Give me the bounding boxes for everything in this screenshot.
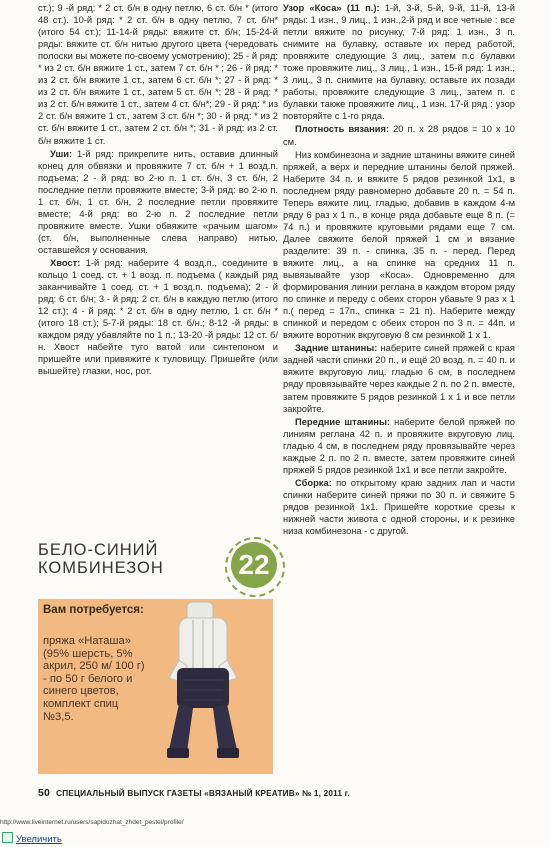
front-legs-paragraph [283,416,515,476]
left-column [38,2,278,378]
ears-paragraph [38,148,278,256]
back-legs-heading: Задние штанины: [295,343,378,354]
density-paragraph [283,123,515,147]
front-legs-text: наберите белой пряжей по линиям реглана 42 п. и провяжите вкруговую лиц. гладью 4 см, в последнем ряду провязывайте через каждые 2 п. по 2 п. вместе, затем провяжите синей пряжей 5 рядов резинкой 1х1 и все петли закройте. [283,416,515,475]
magnify-icon [2,832,13,843]
kosa-heading: Узор «Коса» (11 п.): [283,3,380,13]
kosa-text: 1-й, 3-й, 5-й, 9-й, 11-й, 13-й ряды: 1 изн., 9 лиц., 1 изн.,2-й ряд и все четные : все петли вяжите по рисунку, 7-й ряд: 1 изн., 3 п. снимите на булавку, оставьте их перед работой, провяжите следующие 3 лиц., затем п.с булавки тоже провяжите лиц., 3 лиц., 1 изн., 15-й ряд: 1 изн., 3 лиц., 3 п. снимите на булавку, оставьте их позади работы, провяжите следующие 3 лиц., затем п. с булавки также провяжите лиц., 1 изн. 17-й ряд : узор повторяйте с 1-го ряда. [283,3,515,122]
assembly-text: по открытому краю задних лап и части спинки наберите синей пряжи по 30 п. и свяжите 5 рядов резинкой 1х1. Пришейте короткие срезы к нижней части живота с одной стороны, и к резинке низа комбинезона - с другой. [283,477,515,537]
source-url: http://www.liveinternet.ru/users/sapiduzhat_zhdet_pestel/profile/ [0,819,184,826]
back-legs-paragraph [283,342,515,414]
footer-text: СПЕЦИАЛЬНЫЙ ВЫПУСК ГАЗЕТЫ «ВЯЗАНЫЙ КРЕАТИВ» № 1, 2011 г. [56,789,350,798]
pattern-title-block [38,541,278,599]
pattern-title-line1: БЕЛО-СИНИЙ [38,541,159,559]
assembly-heading: Сборка: [295,477,332,488]
assembly-paragraph [283,477,515,537]
tail-heading: Хвост: [50,257,81,268]
page-number: 50 [38,787,51,799]
jumpsuit-illustration [159,600,273,773]
tail-text: 1-й ряд: наберите 4 возд.п., соедините в кольцо 1 соед. ст. + 1 возд. п. подъема ( каждый ряд заканчивайте 1 соед. ст. + 1 возд.п. подъема); 2 - й ряд: 6 ст. б/н; 3 - й ряд: 2 ст. б/н в каждую петлю (итого 12 ст.); 4 - й ряд: * 2 ст. б/н в одну петлю, 1 ст. б/н * (итого 18 ст.); 5-7-й ряды: 18 ст. б/н.; 8-12 -й ряды: в каждом ряду убавляйте по 1 п.; 13-20 -й ряды: 12 ст. б/н. Хвост набейте туго ватой или синтепоном и пришейте или привяжите к туловищу. Пришейте (или вышейте) глазки, нос, рот. [38,257,278,377]
ears-text: 1-й ряд: прикрепите нить, оставив длинный конец для обвязки и провяжите 7 ст. б/н + 1 возд.п. подъема; 2 - й ряд: во 2-ю п. 1 ст. б/н, 3 ст. б/н, 2 последние петли провяжите вместе; 3-й ряд: во 2-ю п. 1 ст. б/н, 1 ст. б/н, 2 последние петли провяжите вместе; 4-й ряд: во 2-ю п. 2 последние петли провяжите вместе. Ушки обвяжите «рачьим шагом» (ст. б/н, выполненные слева направо) нитью, оставшейся у основания. [38,148,278,255]
right-column [283,2,515,538]
front-legs-heading: Передние штанины: [295,416,391,427]
left-para-rows: ст.); 9 -й ряд: * 2 ст. б/н в одну петлю, 6 ст. б/н * (итого 48 ст.). 10-й ряд: * 2 ст. б/н в одну петлю, 7 ст. б/н* (итого 54 ст.); 11-14-й ряды: вяжите ст. б/н; 15-24-й ряды: вяжите ст. б/н нитью другого цвета (чередовать полоски вы можете по-своему усмотрению); 25 - й ряд: * из 2 ст. б/н вяжите 1 ст., затем 7 ст. б/н * ; 26 - й ряд: * из 2 ст. б/н вяжите 1 ст., затем 6 ст. б/н *; 27 - й ряд: * из 2 ст. б/н вяжите 1 ст., затем 5 ст. б/н *; 28 - й ряд: * из 2 ст. б/н вяжите 1 ст., затем 4 ст. б/н*; 29 - й ряд: * из 2 ст. б/н вяжите 1 ст., затем 3 ст. б/н *; 30 - й ряд: * из 2 ст. б/н вяжите 1 ст., затем 2 ст. б/н *; 31 - й ряд: из 2 ст. б/н вяжите 1 ст. [38,3,278,146]
density-text: 20 п. х 28 рядов = 10 х 10 см. [283,124,516,147]
materials-title: Вам потребуется: [43,604,144,616]
main-instructions: Низ комбинезона и задние штанины вяжите синей пряжей, а верх и передние штанины белой пряжей. Наберите 34 п. и вяжите 5 рядов резинкой 1х1, в последнем ряду равномерно добавьте 20 п. = 54 п. Теперь вяжите лиц. гладью, добавив в каждом 4-м ряду 6 раз х 1 п., в конце ряда добавьте еще 8 п. (= 74 п.) и провяжите круговыми рядами еще 7 см. Далее свяжите белой пряжей 1 см и вязание разделите: 39 п. - спинка, 35 п. - перед. Перед вяжите лиц., а на спинке на средних 11 п. вывязывайте узор «Коса». Одновременно для формирования линии реглана в каждом втором ряду по спинке и переду с обеих сторон убавьте 9 раз х 1 п.( перед = 17п., спинка = 21 п). Наберите между спинкой и передом с обеих сторон по 3 п. = 44п. и вяжите воротник вкруговую 8 см резинкой 1 х 1. [283,149,515,341]
ears-heading: Уши: [50,148,73,159]
density-heading: Плотность вязания: [295,124,390,135]
materials-box [38,599,273,774]
jumpsuit-photo [159,600,273,773]
kosa-paragraph [283,2,515,122]
enlarge-label: Увеличить [16,834,62,845]
materials-text: пряжа «Наташа» (95% шерсть, 5% акрил, 250 м/ 100 г) - по 50 г белого и синего цветов, комплект спиц №3,5. [43,635,145,723]
tail-paragraph [38,257,278,377]
pattern-title-line2: КОМБИНЕЗОН [38,559,164,577]
pattern-number-badge: 22 [231,542,277,588]
enlarge-link[interactable] [2,832,62,845]
back-legs-text: наберите синей пряжей с края задней части спинки 20 п., и ещё 20 возд. п. = 40 п. и вяжите вкруговую лиц. гладью 6 см, в последнем ряду провязывайте через каждые 2 п. по 2 п. вместе, затем провяжите 5 рядов резинкой 1 х 1 и все петли закройте. [283,343,515,414]
page-footer [38,787,518,799]
